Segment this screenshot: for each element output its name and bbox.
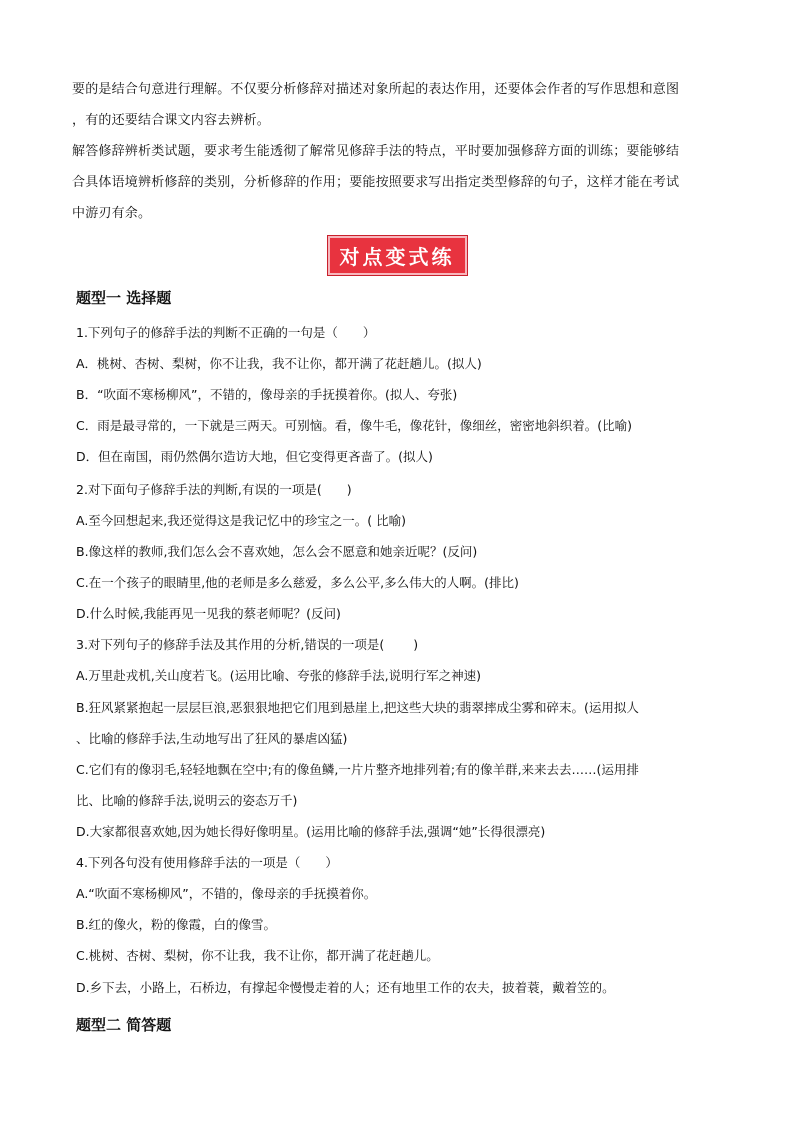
question-3-option-d: D.大家都很喜欢她,因为她长得好像明星。(运用比喻的修辞手法,强调“她”长得很漂亮) [76,824,546,839]
question-2-stem: 2.对下面句子修辞手法的判断,有误的一项是( ) [76,482,352,497]
intro-line: ，有的还要结合课文内容去辨析。 [72,113,271,128]
question-2-option-b: B.像这样的教师,我们怎么会不喜欢她，怎么会不愿意和她亲近呢？(反问) [76,544,478,559]
question-1-option-a: A．桃树、杏树、梨树，你不让我，我不让你，都开满了花赶趟儿。(拟人) [76,356,482,371]
question-3-option-b: B.狂风紧紧抱起一层层巨浪,恶狠狠地把它们甩到悬崖上,把这些大块的翡翠摔成尘雾和碎末。(运用拟人 [76,700,639,715]
question-4-option-a: A.“吹面不寒杨柳风”，不错的，像母亲的手抚摸着你。 [76,886,377,901]
section-banner: 对点变式练 [328,236,467,275]
question-4-option-d: D.乡下去，小路上，石桥边，有撑起伞慢慢走着的人；还有地里工作的农夫，披着蓑，戴着笠的。 [76,980,615,995]
question-3-option-c: C.它们有的像羽毛,轻轻地飘在空中;有的像鱼鳞,一片片整齐地排列着;有的像羊群,来来去去……(运用排 [76,762,639,777]
question-4-stem: 4.下列各句没有使用修辞手法的一项是（ ） [76,855,338,870]
question-2-option-d: D.什么时候,我能再见一见我的蔡老师呢？(反问) [76,606,341,621]
banner-container [0,236,794,275]
intro-line: 解答修辞辨析类试题，要求考生能透彻了解常见修辞手法的特点，平时要加强修辞方面的训练；要能够结 [72,144,680,159]
question-1-option-b: B．“吹面不寒杨柳风”，不错的，像母亲的手抚摸着你。(拟人、夸张) [76,387,458,402]
question-3-stem: 3.对下列句子的修辞手法及其作用的分析,错误的一项是( ) [76,637,419,652]
intro-line: 要的是结合句意进行理解。不仅要分析修辞对描述对象所起的表达作用，还要体会作者的写作思想和意图 [72,82,680,97]
question-2-option-c: C.在一个孩子的眼睛里,他的老师是多么慈爱，多么公平,多么伟大的人啊。(排比) [76,575,519,590]
section-heading-choice: 题型一 选择题 [76,289,172,307]
intro-line: 中游刃有余。 [72,206,152,221]
question-1-stem: 1.下列句子的修辞手法的判断不正确的一句是（ ） [76,325,376,340]
intro-line: 合具体语境辨析修辞的类别，分析修辞的作用；要能按照要求写出指定类型修辞的句子，这样才能在考试 [72,175,680,190]
question-3-option-b-cont: 、比喻的修辞手法,生动地写出了狂风的暴虐凶猛) [76,731,348,746]
intro-paragraph [72,74,722,229]
question-3-option-a: A.万里赴戎机,关山度若飞。(运用比喻、夸张的修辞手法,说明行军之神速) [76,668,482,683]
question-1-option-c: C．雨是最寻常的，一下就是三两天。可别恼。看，像牛毛，像花针，像细丝，密密地斜织着。(比喻) [76,418,632,433]
question-2-option-a: A.至今回想起来,我还觉得这是我记忆中的珍宝之一。( 比喻) [76,513,407,528]
question-3-option-c-cont: 比、比喻的修辞手法,说明云的姿态万千) [76,793,298,808]
question-4-option-c: C.桃树、杏树、梨树，你不让我，我不让你，都开满了花赶趟儿。 [76,948,439,963]
question-4-option-b: B.红的像火，粉的像霞，白的像雪。 [76,917,277,932]
section-heading-short-answer: 题型二 简答题 [76,1016,172,1034]
question-1-option-d: D．但在南国，雨仍然偶尔造访大地，但它变得更吝啬了。(拟人) [76,449,433,464]
